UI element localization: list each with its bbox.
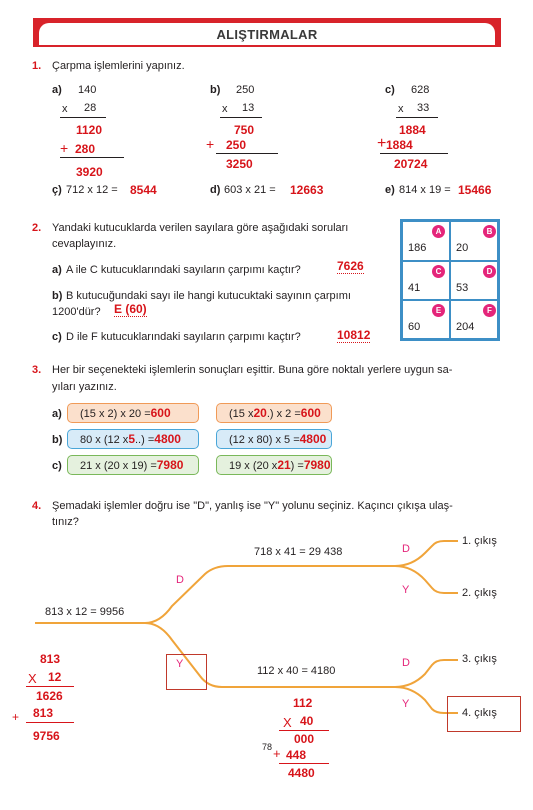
q3a-label: a) (52, 408, 62, 420)
q1d-answer: 12663 (290, 183, 324, 197)
q3-number: 3. (32, 364, 42, 376)
branch-y-2: Y (402, 584, 410, 596)
work2-p1: 000 (294, 732, 315, 746)
q2-text-line2: cevaplayınız. (52, 238, 117, 250)
q3-text-line2: yıları yazınız. (52, 381, 117, 393)
work2-p2: 448 (286, 748, 307, 762)
exit-2: 2. çıkış (462, 587, 497, 599)
q4-text-line1: Şemadaki işlemler doğru ise "D", yanlış ise "Y" yolunu seçiniz. Kaçıncı çıkışa ulaş- (52, 500, 453, 512)
q3c-left-expr: 21 x (20 x 19) = (80, 460, 157, 472)
q2a-answer: 7626 (337, 259, 364, 273)
q1-text: Çarpma işlemlerini yapınız. (52, 60, 185, 72)
q1c-n1: 628 (411, 84, 430, 96)
badge-f: F (483, 304, 496, 317)
badge-a: A (432, 225, 445, 238)
q3a-left-expr: (15 x 2) x 20 = (80, 408, 151, 420)
q2b-answer: E (60) (114, 302, 147, 316)
q3b-right-expr: (12 x 80) x 5 = (229, 434, 300, 446)
q1cc-answer: 8544 (130, 183, 157, 197)
q1a-label: a) (52, 84, 62, 96)
branch-y-4: Y (402, 698, 410, 710)
q1b-res: 3250 (226, 157, 253, 171)
grid-value-b: 20 (456, 242, 469, 254)
q2a-text: A ile C kutucuklarındaki sayıların çarpımı kaçtır? (66, 264, 301, 276)
q1a-n1: 140 (78, 84, 97, 96)
q3b-label: b) (52, 434, 63, 446)
branch-d-1: D (402, 543, 410, 555)
q1a-p2: 280 (75, 142, 96, 156)
q1e-answer: 15466 (458, 183, 492, 197)
q2a-label: a) (52, 264, 62, 276)
work1-n1: 813 (40, 652, 61, 666)
exit-4: 4. çıkış (462, 707, 497, 719)
q3c-right-expr-pre: 19 x (20 x (229, 460, 278, 472)
q1c-p2: 1884 (386, 138, 413, 152)
q1d-label: d) (210, 184, 221, 196)
grid-value-c: 41 (408, 282, 421, 294)
work1-p2: 813 (33, 706, 54, 720)
work2-n2: 40 (300, 714, 314, 728)
q1c-label: c) (385, 84, 395, 96)
q1c-res: 20724 (394, 157, 428, 171)
work2-line2 (279, 763, 329, 764)
q3a-right-mid: 20 (253, 406, 267, 420)
q3b-left-answer: 4800 (154, 432, 181, 446)
q1b-op: x (222, 103, 228, 115)
q1a-n2: 28 (84, 102, 97, 114)
badge-b: B (483, 225, 496, 238)
q1b-plus: + (206, 136, 215, 152)
work2-line1 (279, 730, 329, 731)
work1-op: X (28, 671, 37, 686)
q1d-expr: 603 x 21 = (224, 184, 276, 196)
q3c-left-answer: 7980 (156, 458, 184, 472)
q1a-op: x (62, 103, 68, 115)
work1-plus: + (12, 710, 20, 724)
badge-c: C (432, 265, 445, 278)
q1a-plus: + (60, 140, 69, 156)
q1e-label: e) (385, 184, 395, 196)
q2-number: 2. (32, 222, 42, 234)
q3a-right-expr-post: .) x 2 = (266, 408, 301, 420)
q3a-right-expr-pre: (15 x (229, 408, 254, 420)
q1c-p1: 1884 (399, 123, 426, 137)
q3c-right-expr-post: ) = (290, 460, 304, 472)
selected-exit-box (447, 696, 521, 732)
q3c-right-answer: 7980 (303, 458, 331, 472)
q1b-n2: 13 (242, 102, 255, 114)
exit-1: 1. çıkış (462, 535, 497, 547)
q2b-label: b) (52, 290, 63, 302)
exit-3: 3. çıkış (462, 653, 497, 665)
q1b-p2: 250 (226, 138, 247, 152)
q1a-p1: 1120 (76, 123, 103, 137)
selected-y-box (166, 654, 207, 690)
work2-carry: 78 (262, 742, 273, 752)
q2c-answer: 10812 (337, 328, 371, 342)
work1-line2 (26, 722, 74, 723)
badge-d: D (483, 265, 496, 278)
q1cc-label: ç) (52, 184, 62, 196)
work1-res: 9756 (33, 729, 60, 743)
branch-y-lower: Y (176, 658, 184, 670)
q1e-expr: 814 x 19 = (399, 184, 451, 196)
q1b-p1: 750 (234, 123, 255, 137)
q2b-text-line2: 1200'dür? (52, 306, 101, 318)
q1b-label: b) (210, 84, 221, 96)
q3b-left-expr-pre: 80 x (12 x (80, 434, 129, 446)
start-expression: 813 x 12 = 9956 (45, 606, 125, 618)
q4-number: 4. (32, 500, 42, 512)
work1-p1: 1626 (36, 689, 63, 703)
q3b-left-mid: 5 (128, 432, 135, 446)
badge-e: E (432, 304, 445, 317)
q3b-right-answer: 4800 (299, 432, 327, 446)
q2-text-line1: Yandaki kutucuklarda verilen sayılara göre aşağıdaki soruları (52, 222, 349, 234)
q1cc-expr: 712 x 12 = (66, 184, 118, 196)
q3b-left-expr-post: ..) = (135, 434, 155, 446)
q3-text-line1: Her bir seçenekteki işlemlerin sonuçları eşittir. Buna göre noktalı yerlere uygun sa- (52, 364, 453, 376)
work1-n2: 12 (48, 670, 62, 684)
q2c-label: c) (52, 331, 62, 343)
work1-line1 (26, 686, 74, 687)
work2-plus: + (273, 746, 281, 761)
q2b-text-line1: B kutucuğundaki sayı ile hangi kutucuktaki sayının çarpımı (66, 290, 351, 302)
work2-op: X (283, 715, 292, 730)
q1c-n2: 33 (417, 102, 430, 114)
q1-number: 1. (32, 60, 42, 72)
q1a-res: 3920 (76, 165, 103, 179)
grid-value-f: 204 (456, 321, 475, 333)
page-title: ALIŞTIRMALAR (39, 23, 495, 45)
q3a-right-answer: 600 (300, 406, 321, 420)
upper-expression: 718 x 41 = 29 438 (254, 546, 343, 558)
q3c-label: c) (52, 460, 62, 472)
q4-text-line2: tınız? (52, 516, 79, 528)
q3c-right-mid: 21 (277, 458, 291, 472)
grid-value-e: 60 (408, 321, 421, 333)
branch-d-upper: D (176, 574, 184, 586)
q1b-n1: 250 (236, 84, 255, 96)
q1c-plus: + (377, 135, 387, 152)
q3a-left-answer: 600 (150, 406, 171, 420)
work2-res: 4480 (288, 766, 315, 780)
branch-d-3: D (402, 657, 410, 669)
lower-expression: 112 x 40 = 4180 (257, 665, 336, 677)
grid-value-a: 186 (408, 242, 427, 254)
grid-value-d: 53 (456, 282, 469, 294)
work2-n1: 112 (293, 696, 313, 710)
q1c-op: x (398, 103, 404, 115)
q2c-text: D ile F kutucuklarındaki sayıların çarpımı kaçtır? (66, 331, 301, 343)
